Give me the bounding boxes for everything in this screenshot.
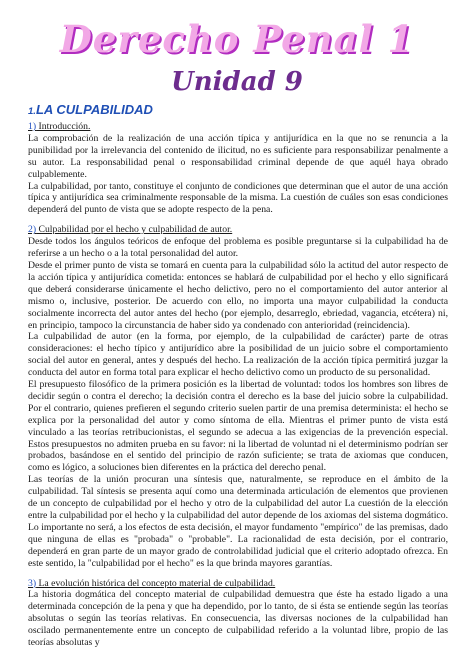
- subsection-title: La evolución histórica del concepto material de culpabilidad.: [38, 577, 276, 589]
- document-title: Derecho Penal 1: [59, 17, 415, 61]
- paragraph: La culpabilidad, por tanto, constituye el conjunto de condiciones que determinan que el autor de una acción típica y antijurídica sea criminalmente responsable de la misma. La cuestión de cuáles son esas condiciones dependerá del punto de vista que se adopte respecto de la pena.: [28, 180, 448, 216]
- section-heading: [28, 101, 448, 120]
- paragraph: La comprobación de la realización de una acción típica y antijurídica en la que no se renuncia a la punibilidad por la irrelevancia del contenido de ilicitud, no es suficiente para responsabilizar penalmente a su autor. La responsabilidad penal o responsabilidad criminal depende de que aquél haya obrado culpablemente.: [28, 132, 448, 180]
- subsection-number: 3): [28, 577, 37, 589]
- paragraph: Desde el primer punto de vista se tomará en cuenta para la culpabilidad sólo la actitud del autor respecto de la acción típica y antijurídica cometida: entonces se hablará de culpabilidad por el hecho y ello significará que deberá considerarse únicamente el hecho delictivo, pero no el comportamiento del autor anterior al mismo o, inclusive, posterior. De acuerdo con ello, no importa una mayor culpabilidad la conducta socialmente incorrecta del autor antes del hecho (por ejemplo, desarreglo, ebriedad, vagancia, etcétera) ni, en principio, tampoco la circunstancia de haber sido ya condenado con anterioridad (reincidencia).: [28, 259, 448, 331]
- paragraph: La historia dogmática del concepto material de culpabilidad demuestra que éste ha estado ligado a una determinada concepción de la pena y que ha dependido, por lo tanto, de si ésta se entiende según las teorías absolutas o según las teorías relativas. En consecuencia, las diversas nociones de la culpabilidad han oscilado permanentemente entre un concepto de culpabilidad referido a la voluntad libre, propio de las teorías absolutas y: [28, 589, 448, 649]
- subsection-heading-2: [28, 224, 448, 236]
- subsection-title: Introducción.: [38, 121, 91, 132]
- subsection-heading-3: [28, 578, 448, 590]
- unit-title: Unidad 9: [171, 67, 303, 97]
- document-body: [28, 101, 448, 649]
- paragraph: Desde todos los ángulos teóricos de enfoque del problema es posible preguntarse si la culpabilidad ha de referirse a un hecho o a la total personalidad del autor.: [28, 236, 448, 260]
- subsection-number: 2): [28, 224, 37, 236]
- subsection-title: Culpabilidad por el hecho y culpabilidad de autor.: [38, 224, 233, 236]
- paragraph: El presupuesto filosófico de la primera posición es la libertad de voluntad: todos los hombres son libres de decidir según o contra el derecho; la decisión contra el derecho es la base del juicio sobre la culpabilidad. Por el contrario, quienes prefieren el segundo criterio suelen partir de una premisa determinista: el hecho se explica por la personalidad del autor y como síntoma de ella. Mientras el primer punto de vista está vinculado a las teorías retribucionistas, el segundo se adecua a las exigencias de la prevención especial. Estos presupuestos no admiten prueba en su favor: ni la libertad de voluntad ni el determinismo podrían ser probados, basándose en el sentido del principio de razón suficiente; se trata de axiomas que conducen, como es lógico, a soluciones bien diferentes en la práctica del derecho penal.: [28, 379, 448, 474]
- section-number: 1.: [28, 106, 36, 117]
- paragraph: La culpabilidad de autor (en la forma, por ejemplo, de la culpabilidad de carácter) parte de otras consideraciones: el hecho típico y antijurídico abre la posibilidad de un juicio sobre el comportamiento social del autor en general, antes y después del hecho. La realización de la acción típica permitirá juzgar la conducta del autor en forma total para explicar el hecho delictivo como un producto de su personalidad.: [28, 331, 448, 379]
- section-label: LA CULPABILIDAD: [35, 102, 153, 117]
- subsection-number: 1): [28, 121, 37, 132]
- subsection-heading-1: [28, 121, 448, 133]
- paragraph: Las teorías de la unión procuran una síntesis que, naturalmente, se reproduce en el ámbito de la culpabilidad. Tal síntesis se presenta aquí como una determinada articulación de elementos que provienen de un concepto de culpabilidad por el hecho y otro de la culpabilidad del autor La cuestión de la elección entre la culpabilidad por el hecho y la culpabilidad del autor depende de los axiomas del sistema dogmático. Lo importante no será, a los efectos de esta decisión, el mayor fundamento "empírico" de las premisas, dado que ninguna de ellas es "probada" o "probable". La racionalidad de esta decisión, por el contrario, dependerá en gran parte de un mayor grado de controlabilidad judicial que el criterio adoptado ofrezca. En este sentido, la "culpabilidad por el hecho" es la que brinda mayores garantías.: [28, 474, 448, 569]
